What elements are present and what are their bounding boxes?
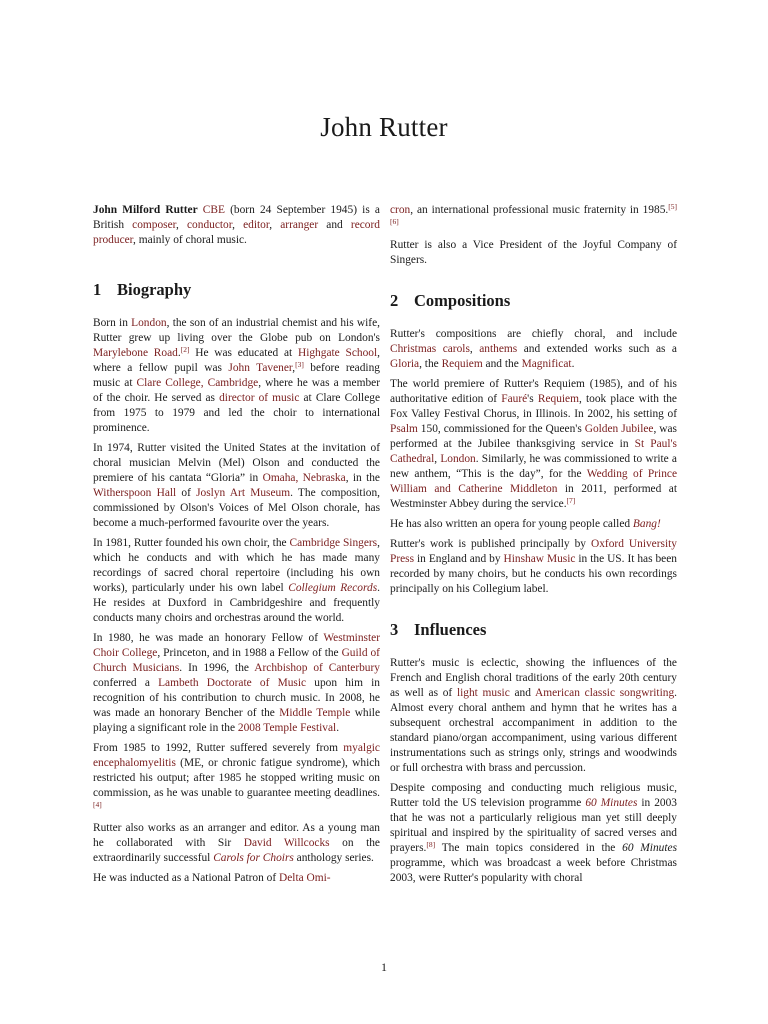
section-heading-biography [93, 280, 380, 300]
text-run: , the son of an industrial chemist and his wife, Rutter grew up living over the Globe pub on London's [93, 317, 380, 344]
link[interactable]: Collegium Records [288, 582, 378, 594]
link[interactable]: Requiem [441, 358, 483, 370]
paragraph [93, 821, 380, 866]
link[interactable]: Cambridge Singers [289, 537, 378, 549]
paragraph [390, 377, 677, 512]
text-run: and the [482, 358, 522, 370]
paragraph [390, 781, 677, 886]
paragraph [93, 536, 380, 626]
text-run: 150, commissioned for the Queen's [417, 423, 585, 435]
text-run: upon him in recognition of his contribution to church music. In 2008, he was made an honorary Bencher of the [93, 677, 380, 719]
text-run: , an international professional music fraternity in 1985. [410, 204, 669, 216]
link[interactable]: Lambeth Doctorate of Music [158, 677, 307, 689]
text-run: , [469, 343, 480, 355]
link[interactable]: Christmas carols [390, 343, 470, 355]
link[interactable]: Requiem [537, 393, 579, 405]
text-run: . In 1996, the [179, 662, 255, 674]
text-run: . He resides at Duxford in Cambridgeshire and frequently conducts many choirs and orchestras around the world. [93, 582, 380, 624]
link[interactable]: Clare College, Cambridge [136, 377, 259, 389]
link[interactable]: record producer [93, 219, 380, 246]
text-run: , took place with the Fox Valley Festival Chorus, in Illinois. In 2002, his setting of [390, 393, 677, 420]
link[interactable]: cron [390, 204, 411, 216]
text-run: Despite composing and conducting much religious music, Rutter told the US television programme [390, 782, 677, 809]
text-run: , mainly of choral music. [133, 234, 247, 246]
link[interactable]: Witherspoon Hall [93, 487, 177, 499]
text-run: Rutter's music is eclectic, showing the influences of the French and English choral traditions of the early 20th century as well as of [390, 657, 677, 699]
section-number: 1 [93, 280, 102, 299]
link[interactable]: Westminster Choir College [93, 632, 380, 659]
text-run: (born 24 September 1945) is a British [93, 204, 380, 231]
section-title: Influences [414, 620, 487, 639]
text-run: in the US. It has been recorded by many choirs, but he conducts his own recordings principally on his Collegium label. [390, 553, 677, 595]
citation-link[interactable]: [8] [426, 840, 436, 849]
text-run: In 1981, Rutter founded his own choir, the [93, 537, 290, 549]
text-run: Born in [93, 317, 132, 329]
link[interactable]: Middle Temple [279, 707, 351, 719]
paragraph [93, 871, 380, 886]
text-run: . Almost every choral anthem and hymn that he writes has a subsequent orchestral accompaniment in addition to the standard piano/organ accompaniment, using various different instrumentations such as strings only, strings and woodwinds or full orchestra with brass and percussion. [390, 687, 677, 774]
link[interactable]: light music [456, 687, 510, 699]
citation-link[interactable]: [3] [295, 360, 304, 369]
text-run: , the [419, 358, 442, 370]
text-run: in 2011, performed at Westminster Abbey during the service. [390, 483, 677, 510]
text-run: and [509, 687, 536, 699]
paragraph [390, 656, 677, 776]
link[interactable]: Bang! [632, 518, 661, 530]
text-run: of [176, 487, 197, 499]
link[interactable]: Fauré [501, 393, 528, 405]
link[interactable]: David Willcocks [243, 837, 330, 849]
text-run: , [269, 219, 281, 231]
section-heading-influences [390, 620, 677, 640]
text-run: conferred a [93, 677, 159, 689]
link[interactable]: John Tavener [228, 362, 293, 374]
section-title: Compositions [414, 291, 511, 310]
text-run: . [177, 347, 181, 359]
page-title: John Rutter [320, 112, 448, 142]
link[interactable]: conductor [187, 219, 233, 231]
text-run: . [571, 358, 575, 370]
link[interactable]: Gloria [390, 358, 420, 370]
text-run: , was performed at the Jubilee thanksgiving service in [390, 423, 677, 450]
link[interactable]: St Paul's Cathedral [390, 438, 677, 465]
text-run: The main topics considered in the [435, 842, 623, 854]
paragraph [93, 441, 380, 531]
link[interactable]: Magnificat [521, 358, 572, 370]
link[interactable]: anthems [479, 343, 518, 355]
text-run: , Princeton, and in 1988 a Fellow of the [157, 647, 342, 659]
text-run: He has also written an opera for young people called [390, 518, 633, 530]
paragraph [93, 741, 380, 816]
text-run: , [434, 453, 441, 465]
right-column [390, 203, 677, 891]
text-run: 's [527, 393, 538, 405]
text-run: , [232, 219, 244, 231]
link[interactable]: Delta Omi- [279, 872, 331, 884]
text-run: Rutter is also a Vice President of the Joyful Company of Singers. [390, 239, 677, 266]
citation-link[interactable]: [4] [93, 800, 102, 809]
text-run: , in the [345, 472, 380, 484]
link[interactable]: director of music [219, 392, 300, 404]
citation-link[interactable]: [7] [566, 496, 576, 505]
text-run: He was inducted as a National Patron of [93, 872, 279, 884]
link[interactable]: Guild of Church Musicians [93, 647, 380, 674]
left-column [93, 203, 380, 891]
text-run: He was educated at [189, 347, 298, 359]
text-run: From 1985 to 1992, Rutter suffered severely from [93, 742, 344, 754]
text-run: The world premiere of Rutter's Requiem (1985), and of his authoritative edition of [390, 378, 677, 405]
paragraph [390, 327, 677, 372]
section-title: Biography [117, 280, 192, 299]
text-run: . Similarly, he was commissioned to write a new anthem, “This is the day”, for the [390, 453, 677, 480]
section-number: 2 [390, 291, 399, 310]
intro-paragraph [93, 203, 380, 248]
text-run: before reading music at [93, 362, 380, 389]
link[interactable]: 60 Minutes [585, 797, 638, 809]
text-run: . [336, 722, 340, 734]
text-run: , where a fellow pupil was [93, 347, 380, 374]
link[interactable]: Joslyn Art Museum [196, 487, 291, 499]
paragraph [390, 517, 677, 532]
text-run: Rutter's work is published principally by [390, 538, 591, 550]
text-run: Rutter also works as an arranger and editor. As a young man he collaborated with Sir [93, 822, 380, 849]
paragraph [93, 316, 380, 436]
link[interactable]: Wedding of Prince William and Catherine Middleton [390, 468, 678, 495]
text-run: In 1980, he was made an honorary Fellow of [93, 632, 324, 644]
paragraph [390, 537, 677, 597]
text-run: and [318, 219, 351, 231]
paragraph [390, 203, 677, 233]
text-run: and extended works such as a [517, 343, 677, 355]
link[interactable]: composer [132, 219, 176, 231]
link[interactable]: Hinshaw Music [503, 553, 576, 565]
text-run: in 2003 that he was not a particularly religious man yet still deeply spiritual and inspired by the spirituality of sacred verses and prayers. [390, 797, 678, 854]
link[interactable]: Highgate School [297, 347, 378, 359]
text-run: (ME, or chronic fatigue syndrome), which restricted his output; after 1985 he stopped writing music on commission, as he was unable to guarantee meeting deadlines. [93, 757, 380, 799]
citation-link[interactable]: [5][6] [390, 202, 677, 226]
link[interactable]: myalgic encephalomyelitis [93, 742, 380, 769]
link[interactable]: London [440, 453, 476, 465]
citation-link[interactable]: [2] [180, 345, 190, 354]
paragraph [390, 238, 677, 268]
text-run: programme, which was broadcast a week before Christmas 2003, were Rutter's popularity with choral [390, 857, 677, 884]
text-run: , [292, 362, 296, 374]
text-run: while playing a significant role in the [93, 707, 380, 734]
link[interactable]: Psalm [390, 423, 418, 435]
link[interactable]: American classic songwriting [535, 687, 675, 699]
page-number: 1 [381, 960, 387, 974]
link[interactable]: Archbishop of Canterbury [254, 662, 380, 674]
link[interactable]: arranger [280, 219, 319, 231]
text-run: at Clare College from 1975 to 1979 and led the choir to international prominence. [93, 392, 381, 434]
link[interactable]: 2008 Temple Festival [237, 722, 337, 734]
link[interactable]: Golden Jubilee [584, 423, 654, 435]
text-run: , which he conducts and with which he has made many recordings of sacred choral repertoire (including his own works), particularly under his own label [93, 537, 380, 594]
link[interactable]: Carols for Choirs [213, 852, 294, 864]
link[interactable]: CBE [202, 204, 225, 216]
text-run: . The composition, commissioned by Olson's Voices of Mel Olson chorale, has become a much-performed favourite over the years. [93, 487, 380, 529]
bold-text: John Milford Rutter [93, 204, 198, 216]
paragraph [93, 631, 380, 736]
link[interactable]: Oxford University Press [390, 538, 677, 565]
text-run: Rutter's compositions are chiefly choral, and include [390, 328, 677, 340]
text-run: anthology series. [293, 852, 374, 864]
text-run: in England and by [414, 553, 504, 565]
link[interactable]: Marylebone Road [93, 347, 178, 359]
section-heading-compositions [390, 291, 677, 311]
link[interactable]: Omaha, Nebraska [262, 472, 346, 484]
text-run: In 1974, Rutter visited the United States at the invitation of choral musician Melvin (Mel) Olson and conducted the premiere of his cantata “Gloria” in [93, 442, 380, 484]
text-run: on the extraordinarily successful [93, 837, 380, 864]
text-run: , where he was a member of the choir. He served as [93, 377, 380, 404]
link[interactable]: London [131, 317, 167, 329]
section-number: 3 [390, 620, 399, 639]
link[interactable]: editor [243, 219, 270, 231]
italic-text: 60 Minutes [622, 842, 677, 854]
text-run: , [176, 219, 187, 231]
